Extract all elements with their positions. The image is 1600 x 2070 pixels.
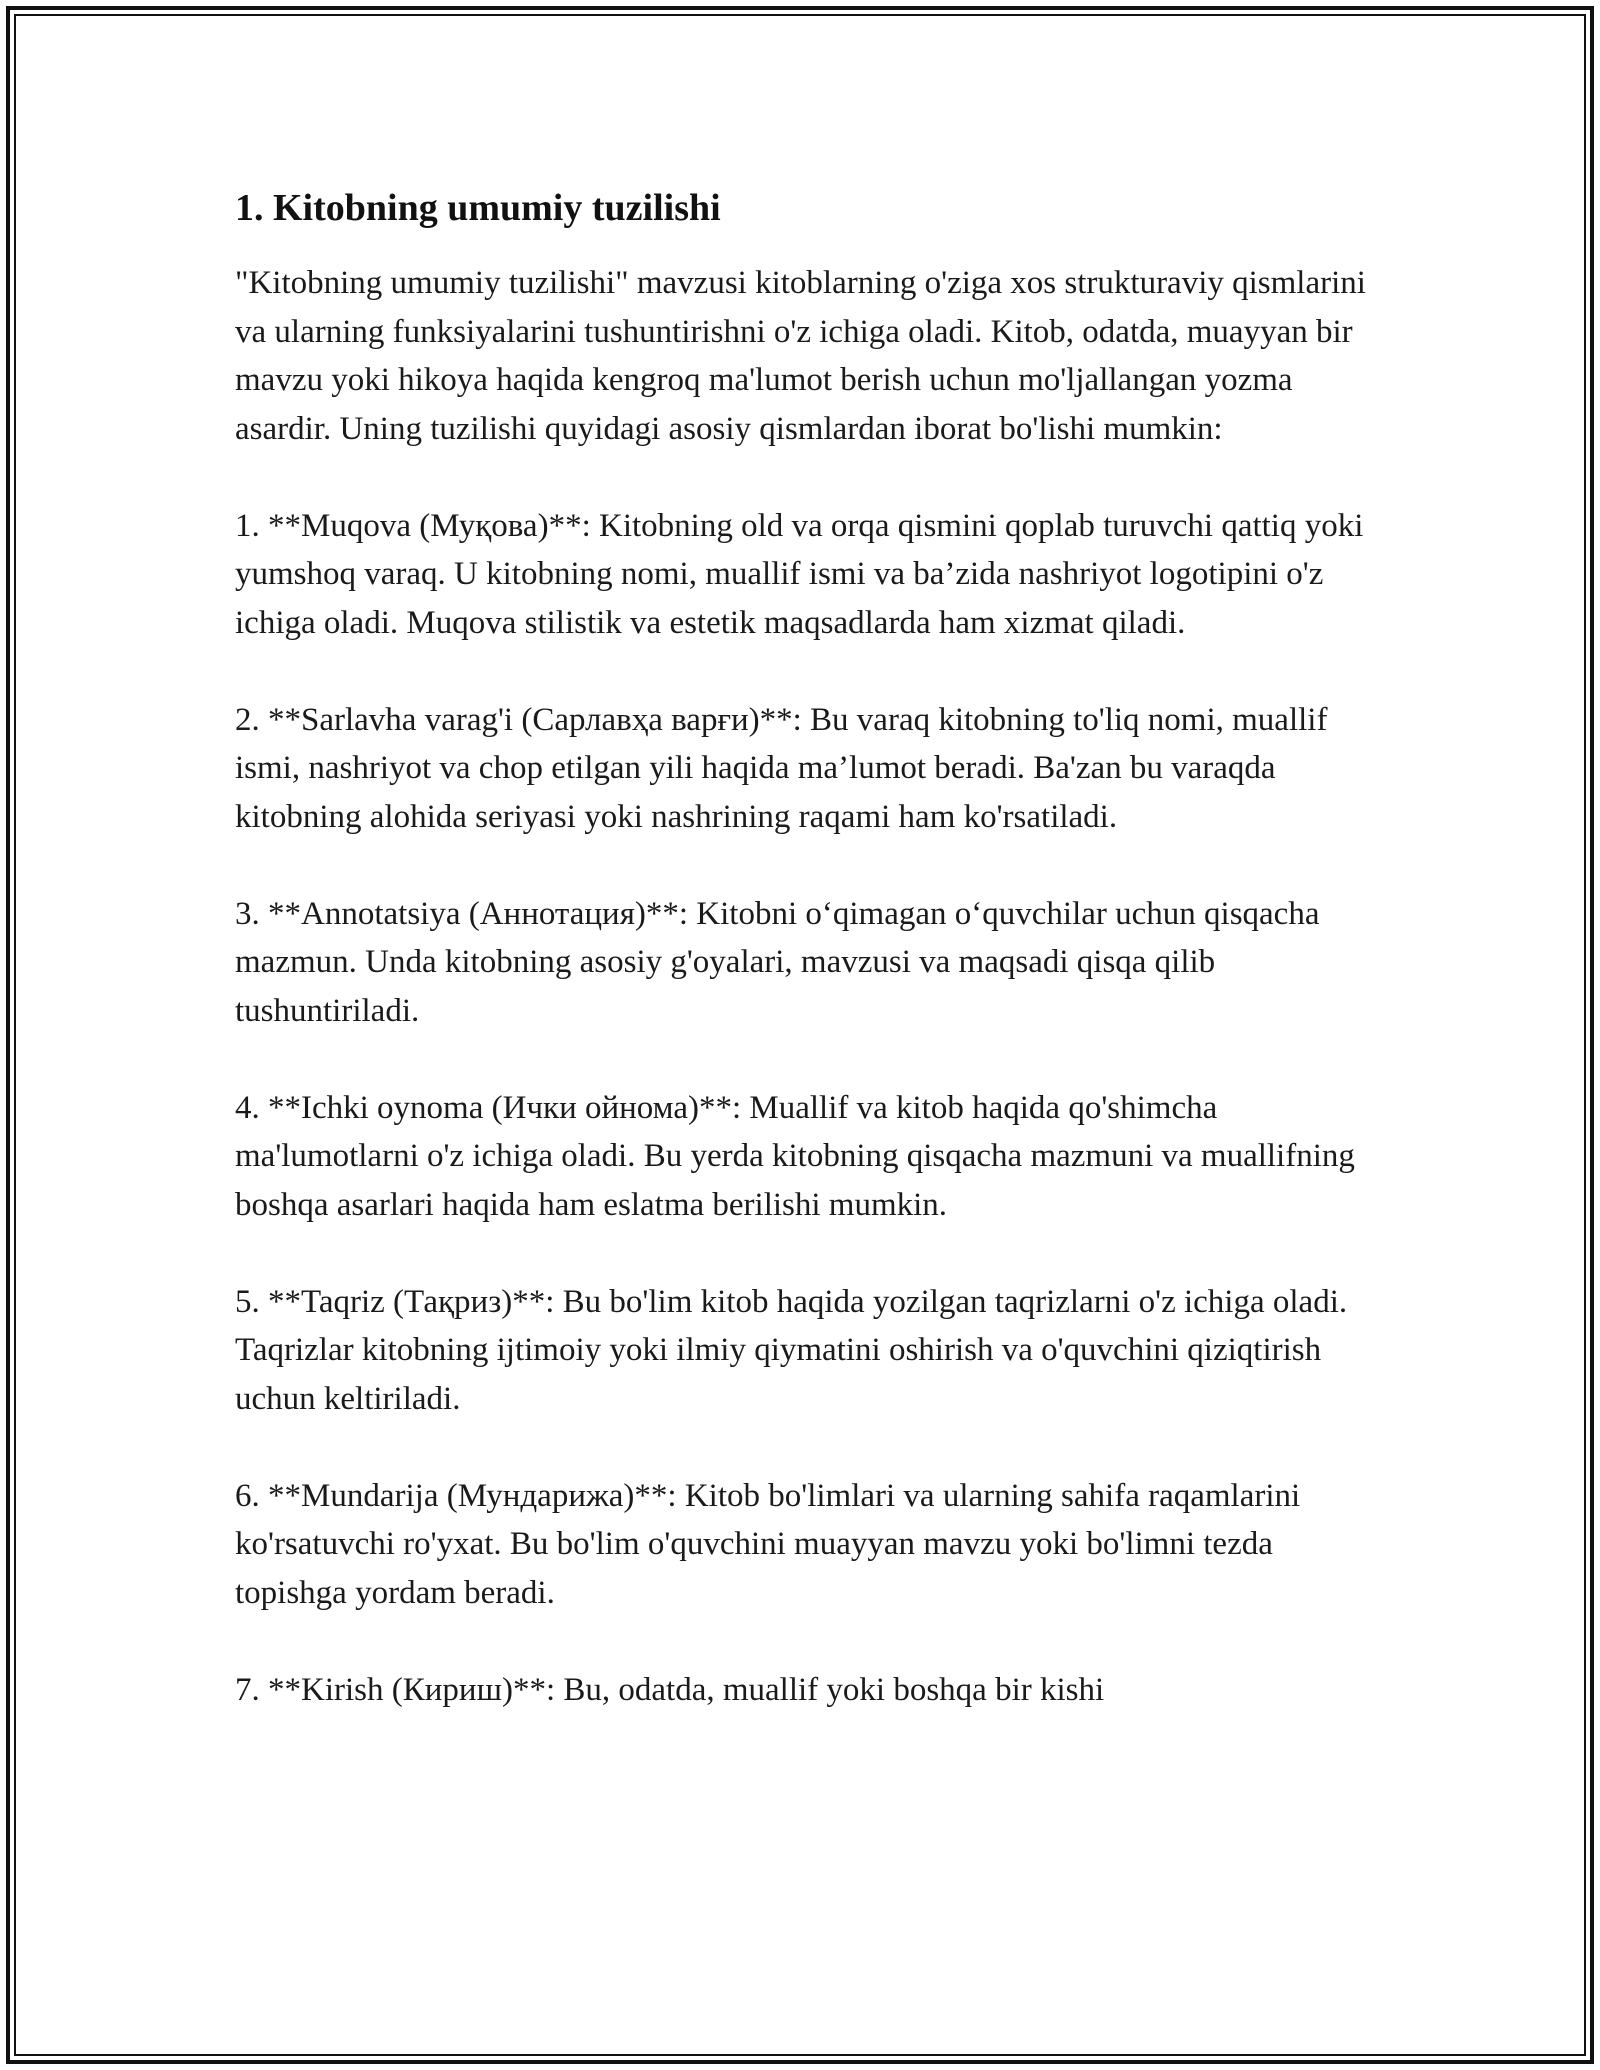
- list-item-sarlavha-varagi: 2. **Sarlavha varag'i (Сарлавҳа варғи)**: Bu varaq kitobning to'liq nomi, muallif ismi, nashriyot va chop etilgan yili haqida ma’lumot beradi. Ba'zan bu varaqda kitobning alohida seriyasi yoki nashrining raqami ham ko'rsatiladi.: [235, 701, 1328, 835]
- document-body: [235, 185, 1375, 1763]
- list-item-annotatsiya: 3. **Annotatsiya (Аннотация)**: Kitobni o‘qimagan o‘quvchilar uchun qisqacha mazmun. Unda kitobning asosiy g'oyalari, mavzusi va maqsadi qisqa qilib tushuntiriladi.: [235, 895, 1320, 1029]
- intro-paragraph: "Kitobning umumiy tuzilishi" mavzusi kitoblarning o'ziga xos strukturaviy qismlarini va ularning funksiyalarini tushuntirishni o'z ichiga oladi. Kitob, odatda, muayyan bir mavzu yoki hikoya haqida kengroq ma'lumot berish uchun mo'ljallangan yozma asardir. Uning tuzilishi quyidagi asosiy qismlardan iborat bo'lishi mumkin:: [235, 265, 1366, 447]
- list-item-taqriz: 5. **Taqriz (Тақриз)**: Bu bo'lim kitob haqida yozilgan taqrizlarni o'z ichiga oladi. Taqrizlar kitobning ijtimoiy yoki ilmiy qiymatini oshirish va o'quvchini qiziqtirish uchun keltiriladi.: [235, 1283, 1348, 1417]
- list-item-mundarija: 6. **Mundarija (Мундарижа)**: Kitob bo'limlari va ularning sahifa raqamlarini ko'rsatuvchi ro'yxat. Bu bo'lim o'quvchini muayyan mavzu yoki bo'limni tezda topishga yordam beradi.: [235, 1477, 1301, 1611]
- list-item-ichki-oynoma: 4. **Ichki oynoma (Ички ойнома)**: Muallif va kitob haqida qo'shimcha ma'lumotlarni o'z ichiga oladi. Bu yerda kitobning qisqacha mazmuni va muallifning boshqa asarlari haqida ham eslatma berilishi mumkin.: [235, 1089, 1355, 1223]
- list-item-kirish: 7. **Kirish (Кириш)**: Bu, odatda, muallif yoki boshqa bir kishi: [235, 1671, 1105, 1708]
- list-item-muqova: 1. **Muqova (Муқова)**: Kitobning old va orqa qismini qoplab turuvchi qattiq yoki yumshoq varaq. U kitobning nomi, muallif ismi va ba’zida nashriyot logotipini o'z ichiga oladi. Muqova stilistik va estetik maqsadlarda ham xizmat qiladi.: [235, 507, 1364, 641]
- section-heading: 1. Kitobning umumiy tuzilishi: [235, 187, 721, 229]
